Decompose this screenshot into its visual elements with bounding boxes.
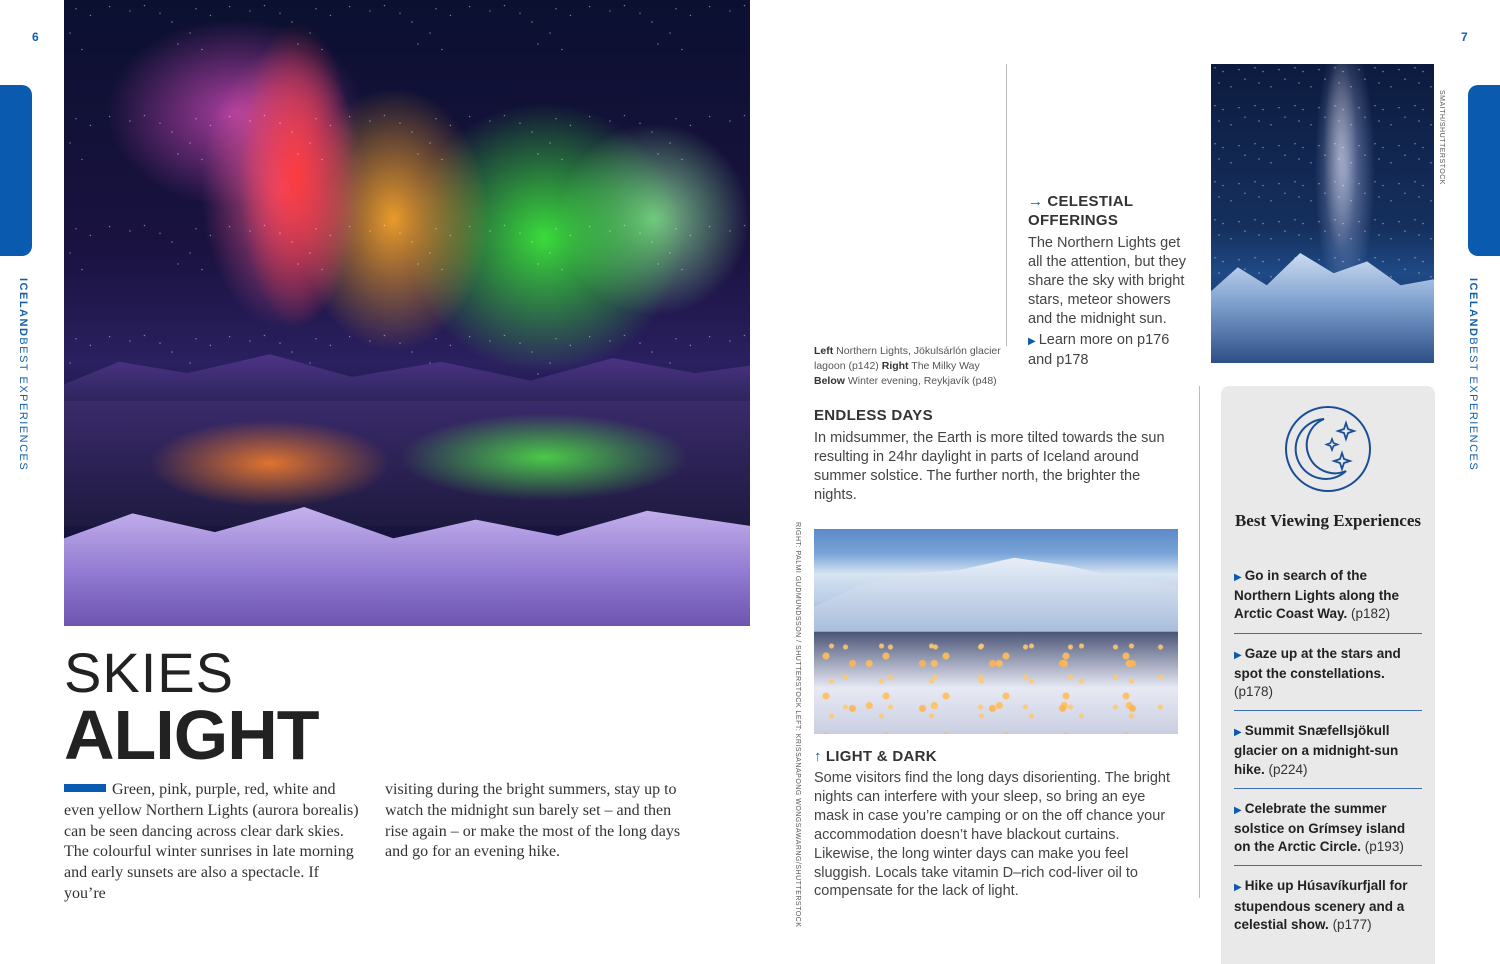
triangle-bullet-icon: ▶ — [1234, 727, 1242, 739]
celestial-body: The Northern Lights get all the attention, but they share the sky with bright stars, meteor showers and the midnight sun. — [1028, 235, 1186, 327]
side-label-left: ICELANDBEST EXPERIENCES — [17, 278, 29, 472]
page-number-left: 6 — [32, 30, 39, 44]
photo-credit-milky: SMAITH/SHUTTERSTOCK — [1438, 90, 1445, 185]
best-viewing-list — [1234, 565, 1422, 952]
triangle-bullet-icon: ▶ — [1234, 572, 1242, 583]
list-item[interactable]: ▶ Go in search of the Northern Lights along the Arctic Coast Way. (p182) — [1234, 565, 1422, 634]
endless-days-section — [814, 407, 1179, 505]
column-divider-top — [1006, 64, 1007, 346]
title-line1: SKIES — [64, 641, 234, 704]
page-number-right: 7 — [1461, 30, 1468, 44]
list-item[interactable]: ▶ Gaze up at the stars and spot the constellations. (p178) — [1234, 643, 1422, 712]
lightdark-heading: ↑ LIGHT & DARK — [814, 748, 937, 765]
aurora-photo — [64, 0, 750, 626]
celestial-section — [1028, 192, 1193, 370]
accent-bar — [64, 784, 106, 792]
triangle-bullet-icon: ▶ — [1234, 804, 1242, 816]
chapter-tab-left — [0, 85, 32, 256]
celestial-heading: → CELESTIAL OFFERINGS — [1028, 193, 1134, 229]
milky-way-photo — [1211, 64, 1434, 363]
light-dark-section — [814, 748, 1182, 901]
reykjavik-photo — [814, 529, 1178, 734]
celestial-link[interactable]: ▶ Learn more on p176 and p178 — [1028, 331, 1170, 369]
list-item[interactable]: ▶ Hike up Húsavíkurfjall for stupendous scenery and a celestial show. (p177) — [1234, 878, 1408, 932]
title-line2: ALIGHT — [64, 696, 319, 774]
chapter-tab-right — [1468, 85, 1500, 256]
arrow-up-icon: ↑ — [814, 748, 822, 765]
photo-credit-left: RIGHT: PALMI GUDMUNDSSON / SHUTTERSTOCK LEFT: KRISSANAPONG WONGSAWARNG/SHUTTERSTOCK — [794, 522, 801, 928]
triangle-bullet-icon: ▶ — [1234, 882, 1242, 894]
column-divider-right — [1199, 386, 1200, 898]
intro-column-1: Green, pink, purple, red, white and even yellow Northern Lights (aurora borealis) can be seen dancing across clear dark skies. The colourful winter sunrises in late morning and early sunsets are also a spectacle. If you’re — [64, 781, 359, 902]
side-label-right: ICELANDBEST EXPERIENCES — [1467, 278, 1479, 472]
moon-stars-icon — [1284, 405, 1372, 493]
endless-body: In midsummer, the Earth is more tilted towards the sun resulting in 24hr daylight in parts of Iceland around summer solstice. The further north, the brighter the nights. — [814, 430, 1165, 503]
endless-heading: ENDLESS DAYS — [814, 407, 933, 424]
list-item[interactable]: ▶ Celebrate the summer solstice on Grímsey island on the Arctic Circle. (p193) — [1234, 798, 1422, 867]
intro-column-2: visiting during the bright summers, stay up to watch the midnight sun barely set – and then rise again – or make the most of the long days and go for an evening hike. — [385, 781, 681, 861]
triangle-bullet-icon: ▶ — [1028, 335, 1036, 347]
arrow-right-icon: → — [1028, 193, 1044, 210]
list-item[interactable]: ▶ Summit Snæfellsjökull glacier on a midnight-sun hike. (p224) — [1234, 720, 1422, 789]
best-viewing-title: Best Viewing Experiences — [1234, 511, 1422, 530]
triangle-bullet-icon: ▶ — [1234, 649, 1242, 661]
photo-caption: Left Northern Lights, Jökulsárlón glacier lagoon (p142) Right The Milky Way Below Winter evening, Reykjavík (p48) — [814, 345, 1001, 387]
lightdark-body: Some visitors find the long days disorienting. The bright nights can interfere with your sleep, so bring an eye mask in case you’re camping or on the off chance your accommodation doesn’t have blackout curtains. Likewise, the long winter days can make you feel sluggish. Locals take vitamin D–rich cod-liver oil to compensate for the lack of light. — [814, 770, 1170, 900]
